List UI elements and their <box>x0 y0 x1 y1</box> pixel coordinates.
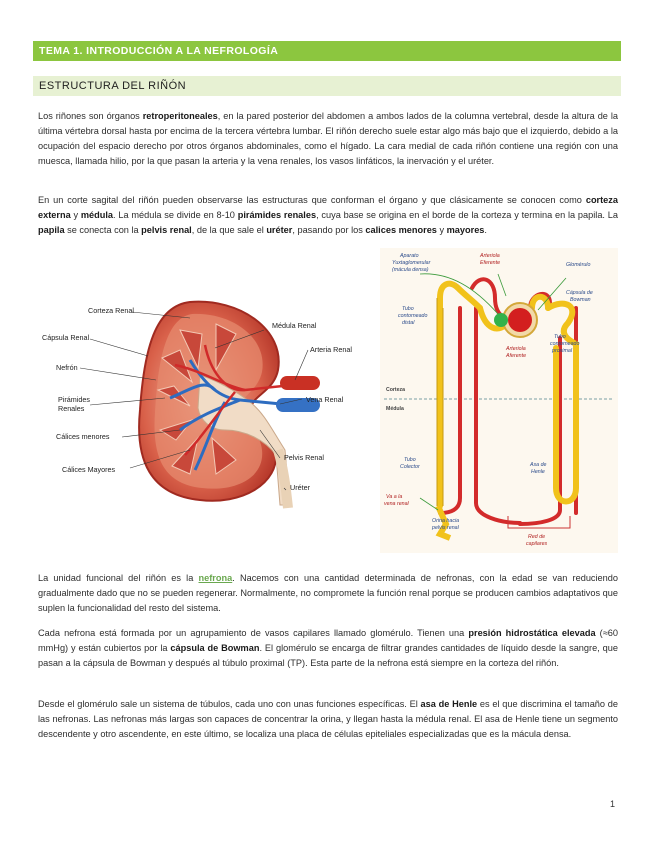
text-run: En un corte sagital del riñón pueden observarse las estructuras que conforman el órgano y que clásicamente se conocen como <box>38 195 586 205</box>
bold-term: pirámides renales <box>237 210 317 220</box>
text-run: y <box>436 225 447 235</box>
glomerulus-shape <box>508 308 532 332</box>
text-run: La unidad funcional del riñón es la <box>38 573 199 583</box>
label-arteria-renal: Arteria Renal <box>310 345 352 354</box>
label-capsula-2: Bowman <box>570 297 591 303</box>
text-run: se conecta con la <box>64 225 142 235</box>
label-vena-renal: Vena Renal <box>306 395 344 404</box>
label-red-1: Red de <box>528 534 546 540</box>
paragraph-tubules <box>38 697 618 742</box>
bold-term: corteza externa <box>38 195 618 220</box>
chapter-title: TEMA 1. INTRODUCCIÓN A LA NEFROLOGÍA <box>39 45 279 57</box>
label-medula-renal: Médula Renal <box>272 321 317 330</box>
zone-label-medula: Médula <box>386 406 404 412</box>
label-capsula-renal: Cápsula Renal <box>42 333 90 342</box>
bold-term: asa de Henle <box>420 699 478 709</box>
bold-term: médula <box>80 210 114 220</box>
text-run: . <box>484 225 487 235</box>
label-arteriola-aferente-1: Arteriola <box>506 346 526 352</box>
label-piramides-2: Renales <box>58 404 85 413</box>
label-aparato-1: Aparato <box>400 253 419 259</box>
bold-term: presión hidrostática elevada <box>468 628 596 638</box>
label-ureter: Uréter <box>290 483 310 492</box>
bold-term: retroperitoneales <box>142 111 218 121</box>
label-asa-2: Henle <box>531 469 545 475</box>
zone-label-corteza: Corteza <box>386 387 406 393</box>
label-tubo-colector-2: Colector <box>400 464 420 470</box>
paragraph-nephron-unit <box>38 571 618 616</box>
label-tubo-proximal-3: proximal <box>552 348 573 354</box>
label-nefron: Nefrón <box>56 363 78 372</box>
page-number: 1 <box>610 799 616 809</box>
label-tubo-proximal-1: Tubo <box>554 334 566 340</box>
text-run: , de la que sale el <box>191 225 267 235</box>
label-corteza-renal: Corteza Renal <box>88 306 134 315</box>
label-pelvis-renal: Pelvis Renal <box>284 453 324 462</box>
text-run: , pasando por los <box>292 225 366 235</box>
label-tubo-distal-3: distal <box>402 320 415 326</box>
text-run: Desde el glomérulo sale un sistema de túbulos, cada uno con unas funciones específicas. El <box>38 699 421 709</box>
label-arteriola-eferente-2: Eferente <box>480 260 501 266</box>
renal-artery-stub <box>280 376 320 390</box>
label-vena-1: Va a la <box>386 494 403 500</box>
label-piramides-1: Pirámides <box>58 395 90 404</box>
text-run: , cuya base se origina en el borde de la corteza y termina en la papila. La <box>316 210 618 220</box>
label-arteriola-eferente-1: Arteriola <box>480 253 500 259</box>
text-run: (≈60 mmHg) y están cubiertos por la <box>38 628 619 653</box>
label-calices-mayores: Cálices Mayores <box>62 465 116 474</box>
chapter-header-bar <box>33 41 621 61</box>
label-orina-2: pelvis renal <box>432 525 459 531</box>
bold-term: pelvis renal <box>141 225 192 235</box>
text-run: Los riñones son órganos <box>38 111 143 121</box>
label-tubo-proximal-2: contorneado <box>550 341 580 347</box>
label-tubo-distal-1: Tubo <box>402 306 414 312</box>
nefrona-link[interactable]: nefrona <box>198 573 233 583</box>
section-header-bar <box>33 76 621 96</box>
text-run: y <box>70 210 81 220</box>
text-run: . La médula se divide en 8-10 <box>113 210 238 220</box>
text-run: es el que discrimina el tamaño de las nefronas. Las nefronas más largas son capaces de concentrar la orina, y llegan hasta la médula renal. El asa de Henle tiene un segmento descendente y otro ascendente, en este último, se localiza una placa de células epiteliales especializadas que es la mácula densa. <box>38 699 618 739</box>
paragraph-structure <box>38 193 618 238</box>
macula-densa-shape <box>494 313 508 327</box>
section-title: ESTRUCTURA DEL RIÑÓN <box>39 80 187 92</box>
bold-term: uréter <box>266 225 293 235</box>
bold-term: cápsula de Bowman <box>170 643 260 653</box>
bold-term: calices menores <box>365 225 437 235</box>
label-glomerulo: Glomérulo <box>566 262 591 268</box>
text-run: . Nacemos con una cantidad determinada de nefronas, con la edad se van reduciendo gradualmente dado que no se pueden regenerar. Normalmente, no compromete la función renal porque se producen cambios adaptativos que suplen la funcionalidad del resto del sistema. <box>38 573 618 613</box>
label-capsula-1: Cápsula de <box>566 290 593 296</box>
text-run: Cada nefrona está formada por un agrupamiento de vasos capilares llamado glomérulo. Tienen una <box>38 628 469 638</box>
kidney-cross-section-figure <box>40 290 370 510</box>
label-aparato-2: Yuxtaglomerular <box>392 260 431 266</box>
label-vena-2: vena renal <box>384 501 409 507</box>
paragraph-glomerulus <box>38 626 618 671</box>
label-orina-1: Orina hacia <box>432 518 460 524</box>
label-aparato-3: (mácula densa) <box>392 267 429 273</box>
label-tubo-colector-1: Tubo <box>404 457 416 463</box>
label-arteriola-aferente-2: Aferente <box>506 353 527 359</box>
text-run: . El glomérulo se encarga de filtrar grandes cantidades de líquido desde la sangre, que pasan a la cápsula de Bowman y después al túbulo proximal (TP). Esta parte de la nefrona está siempre en la corteza del riñón. <box>38 643 618 668</box>
bold-term: mayores <box>446 225 485 235</box>
label-tubo-distal-2: contorneado <box>398 313 428 319</box>
bold-term: papila <box>38 225 65 235</box>
label-asa-1: Asa de <box>530 462 547 468</box>
label-calices-menores: Cálices menores <box>56 432 110 441</box>
nephron-diagram-figure <box>380 248 618 553</box>
text-run: , en la pared posterior del abdomen a ambos lados de la columna vertebral, desde la altura de la última vértebra dorsal hasta por encima de la tercera vértebra lumbar. El riñón derecho suele estar algo más bajo que el izquierdo, debido a la ocupación del espacio derecho por otros órganos abdominales, como el hígado. La cara medial de cada riñón contiene una región con una muesca, llamada hilio, por la que pasan la arteria y la vena renales, los vasos linfáticos, la inervación y el uréter. <box>38 111 618 166</box>
label-red-2: capilares <box>526 541 548 547</box>
paragraph-location <box>38 109 618 169</box>
